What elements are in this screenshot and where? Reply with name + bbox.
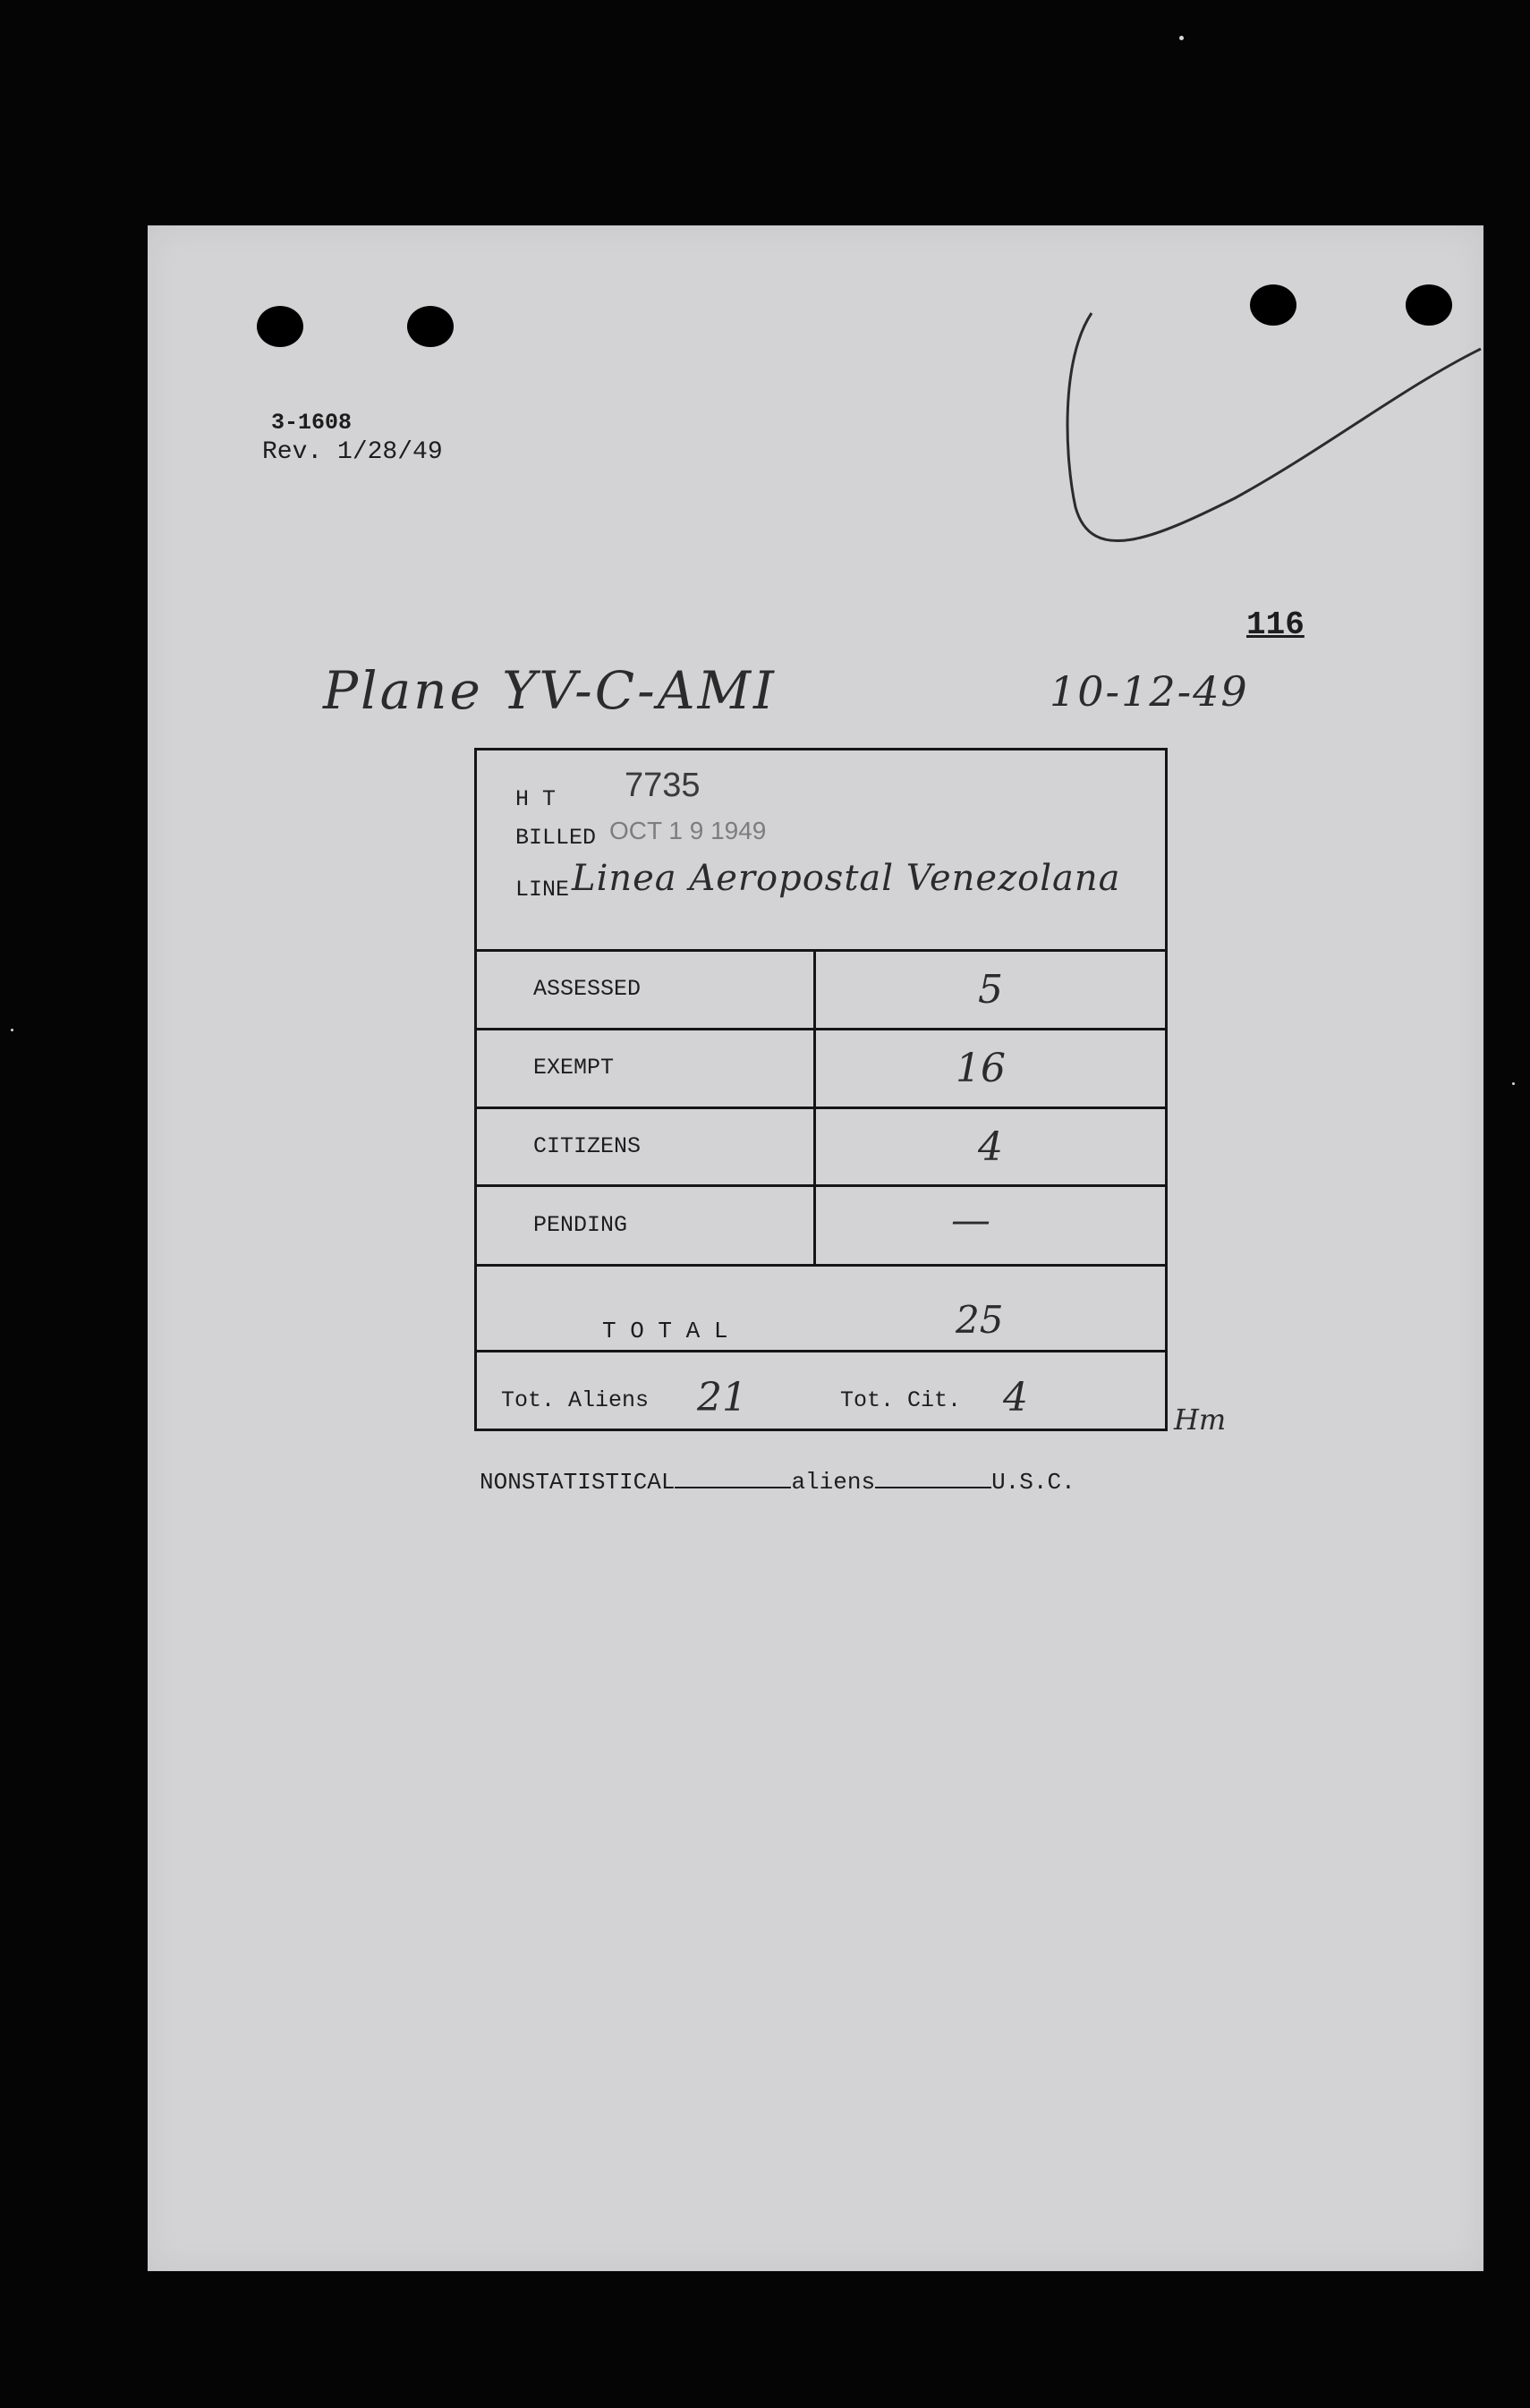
total-label: T O T A L xyxy=(602,1318,728,1344)
date-annotation: 10-12-49 xyxy=(1050,667,1249,716)
billed-label: BILLED xyxy=(515,825,597,851)
total-citizens-value: 4 xyxy=(1003,1375,1028,1420)
dust-speck xyxy=(1512,1082,1515,1085)
total-aliens-label: Tot. Aliens xyxy=(501,1387,650,1413)
row-value-exempt: 16 xyxy=(956,1046,1006,1091)
ht-number: 7735 xyxy=(625,767,701,804)
billed-date-stamp: OCT 1 9 1949 xyxy=(609,817,767,844)
total-value: 25 xyxy=(956,1298,1004,1342)
row-value-pending: — xyxy=(951,1198,990,1243)
line-label: LINE xyxy=(515,877,570,903)
row-label-citizens: CITIZENS xyxy=(533,1133,642,1159)
plane-annotation: Plane YV-C-AMI xyxy=(323,660,777,721)
initials: Hm xyxy=(1174,1403,1227,1437)
dust-speck xyxy=(11,1029,13,1031)
row-label-exempt: EXEMPT xyxy=(533,1055,615,1081)
page-number: 116 xyxy=(1246,606,1305,643)
nonstatistical-aliens-label: aliens xyxy=(791,1469,876,1496)
line-value: Linea Aeropostal Venezolana xyxy=(572,858,1121,899)
ht-label: H T xyxy=(515,786,557,812)
form-revision: Rev. 1/28/49 xyxy=(262,438,443,466)
dust-speck xyxy=(1179,36,1184,40)
nonstatistical-label: NONSTATISTICAL xyxy=(480,1469,676,1496)
nonstatistical-usc-label: U.S.C. xyxy=(991,1469,1075,1496)
nonstatistical-aliens-blank xyxy=(675,1469,791,1488)
row-value-citizens: 4 xyxy=(978,1124,1003,1170)
form-table xyxy=(474,748,1168,1431)
form-number: 3-1608 xyxy=(271,410,353,436)
nonstatistical-usc-blank xyxy=(875,1469,991,1488)
total-aliens-value: 21 xyxy=(697,1375,747,1420)
check-mark-icon xyxy=(1056,297,1485,583)
row-value-assessed: 5 xyxy=(978,967,1003,1013)
punch-hole xyxy=(257,306,303,347)
punch-hole xyxy=(407,306,454,347)
total-citizens-label: Tot. Cit. xyxy=(840,1387,962,1413)
row-label-assessed: ASSESSED xyxy=(533,976,642,1002)
nonstatistical-line xyxy=(480,1469,1075,1496)
row-label-pending: PENDING xyxy=(533,1212,628,1238)
